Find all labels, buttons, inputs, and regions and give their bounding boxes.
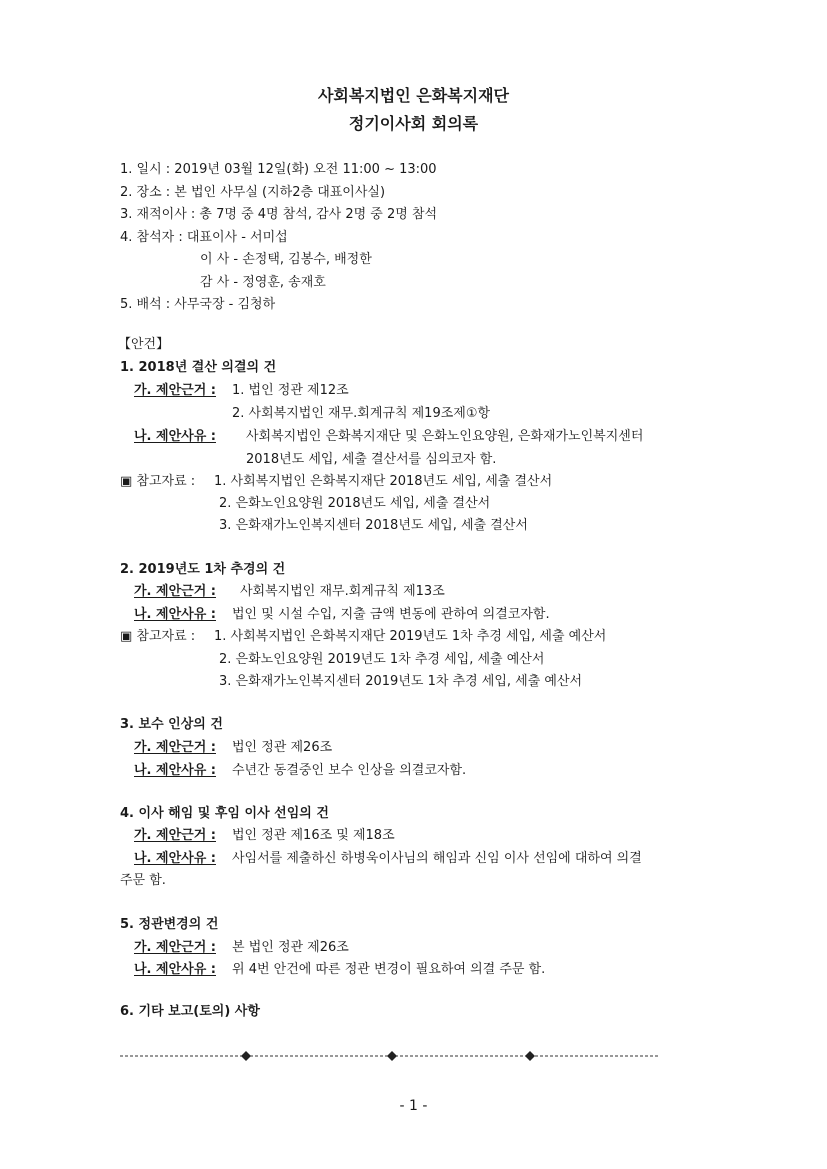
reason-line: 사회복지법인 은화복지재단 및 은화노인요양원, 은화재가노인복지센터 xyxy=(246,429,644,444)
meta-place: 2. 장소 : 본 법인 사무실 (지하2층 대표이사실) xyxy=(120,185,386,200)
basis-label: 가. 제안근거 : xyxy=(134,740,216,755)
reason-line: 2018년도 세입, 세출 결산서를 심의코자 함. xyxy=(246,452,497,467)
ref-line: 3. 은화재가노인복지센터 2018년도 세입, 세출 결산서 xyxy=(219,518,528,533)
reason-line: 법인 및 시설 수입, 지출 금액 변동에 관하여 의결코자함. xyxy=(232,607,550,622)
item-title: 1. 2018년 결산 의결의 건 xyxy=(120,360,277,375)
item-title: 4. 이사 해임 및 후임 이사 선임의 건 xyxy=(120,806,329,821)
reason-label: 나. 제안사유 : xyxy=(134,607,216,622)
reason-line: 수년간 동결중인 보수 인상을 의결코자함. xyxy=(232,763,467,778)
meta-date: 1. 일시 : 2019년 03월 12일(화) 오전 11:00 ~ 13:00 xyxy=(120,162,437,177)
basis-label: 가. 제안근거 : xyxy=(134,584,216,599)
reason-label: 나. 제안사유 : xyxy=(134,851,216,866)
basis-line: 본 법인 정관 제26조 xyxy=(232,940,349,955)
item-title: 3. 보수 인상의 건 xyxy=(120,717,223,732)
ref-line: 3. 은화재가노인복지센터 2019년도 1차 추경 세입, 세출 예산서 xyxy=(219,674,583,689)
reason-label: 나. 제안사유 : xyxy=(134,763,216,778)
basis-label: 가. 제안근거 : xyxy=(134,828,216,843)
divider-diamond-icon xyxy=(525,1051,535,1061)
meta-observer: 5. 배석 : 사무국장 - 김청하 xyxy=(120,297,276,312)
divider-diamond-icon xyxy=(387,1051,397,1061)
basis-line: 2. 사회복지법인 재무.회계규칙 제19조제①항 xyxy=(232,406,491,421)
ref-label: ▣ 참고자료 : xyxy=(120,474,196,489)
ref-line: 1. 사회복지법인 은화복지재단 2019년도 1차 추경 세입, 세출 예산서 xyxy=(214,629,607,644)
page-number: - 1 - xyxy=(399,1098,428,1114)
basis-label: 가. 제안근거 : xyxy=(134,383,216,398)
item-title: 5. 정관변경의 건 xyxy=(120,917,219,932)
ref-label: ▣ 참고자료 : xyxy=(120,629,196,644)
item-title: 2. 2019년도 1차 추경의 건 xyxy=(120,562,286,577)
divider-diamond-icon xyxy=(241,1051,251,1061)
meta-directors: 이 사 - 손정택, 김봉수, 배정한 xyxy=(200,252,372,267)
basis-line: 법인 정관 제16조 및 제18조 xyxy=(232,828,395,843)
meta-auditors: 감 사 - 정영훈, 송재호 xyxy=(200,275,326,290)
basis-line: 법인 정관 제26조 xyxy=(232,740,333,755)
section-divider xyxy=(120,1049,660,1063)
ref-line: 2. 은화노인요양원 2018년도 세입, 세출 결산서 xyxy=(219,496,491,511)
meta-attendees: 4. 참석자 : 대표이사 - 서미섭 xyxy=(120,230,288,245)
meta-members: 3. 재적이사 : 총 7명 중 4명 참석, 감사 2명 중 2명 참석 xyxy=(120,207,438,222)
ref-line: 1. 사회복지법인 은화복지재단 2018년도 세입, 세출 결산서 xyxy=(214,474,553,489)
reason-line: 주문 함. xyxy=(120,873,166,888)
document-title: 정기이사회 회의록 xyxy=(348,114,479,133)
reason-label: 나. 제안사유 : xyxy=(134,962,216,977)
ref-line: 2. 은화노인요양원 2019년도 1차 추경 세입, 세출 예산서 xyxy=(219,652,545,667)
reason-line: 사임서를 제출하신 하병욱이사님의 해임과 신임 이사 선임에 대하여 의결 xyxy=(232,851,642,866)
basis-label: 가. 제안근거 : xyxy=(134,940,216,955)
reason-line: 위 4번 안건에 따른 정관 변경이 필요하여 의결 주문 함. xyxy=(232,962,546,977)
basis-line: 사회복지법인 재무.회계규칙 제13조 xyxy=(240,584,445,599)
reason-label: 나. 제안사유 : xyxy=(134,429,216,444)
org-title: 사회복지법인 은화복지재단 xyxy=(317,86,510,105)
agenda-heading: 【안건】 xyxy=(118,337,170,352)
basis-line: 1. 법인 정관 제12조 xyxy=(232,383,349,398)
item-title: 6. 기타 보고(토의) 사항 xyxy=(120,1004,260,1019)
